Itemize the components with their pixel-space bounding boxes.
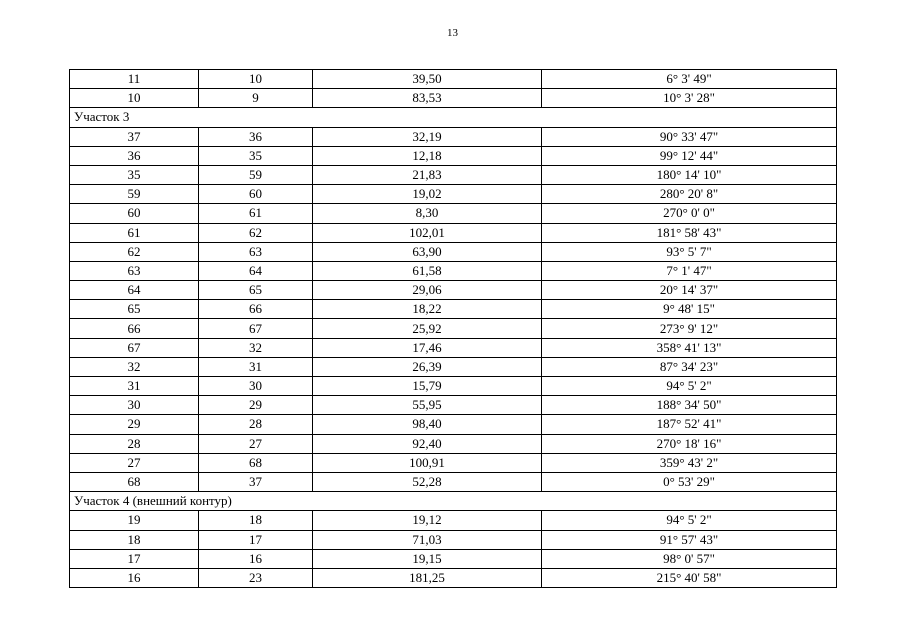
- length-cell: 63,90: [313, 242, 542, 261]
- length-cell: 55,95: [313, 396, 542, 415]
- length-cell: 71,03: [313, 530, 542, 549]
- point-from-cell: 37: [70, 127, 199, 146]
- point-to-cell: 10: [199, 70, 313, 89]
- angle-cell: 215° 40' 58": [542, 568, 837, 587]
- length-cell: 32,19: [313, 127, 542, 146]
- table-row: [70, 185, 837, 204]
- point-to-cell: 62: [199, 223, 313, 242]
- point-from-cell: 65: [70, 300, 199, 319]
- length-cell: 19,15: [313, 549, 542, 568]
- table-row: [70, 568, 837, 587]
- angle-cell: 270° 18' 16": [542, 434, 837, 453]
- table-row: [70, 338, 837, 357]
- length-cell: 61,58: [313, 261, 542, 280]
- angle-cell: 93° 5' 7": [542, 242, 837, 261]
- point-to-cell: 66: [199, 300, 313, 319]
- table-row: [70, 357, 837, 376]
- point-from-cell: 67: [70, 338, 199, 357]
- point-from-cell: 64: [70, 281, 199, 300]
- length-cell: 52,28: [313, 472, 542, 491]
- point-from-cell: 30: [70, 396, 199, 415]
- point-from-cell: 36: [70, 146, 199, 165]
- table-row: [70, 415, 837, 434]
- point-to-cell: 16: [199, 549, 313, 568]
- table-row: [70, 281, 837, 300]
- angle-cell: 180° 14' 10": [542, 165, 837, 184]
- table-row: [70, 319, 837, 338]
- point-from-cell: 32: [70, 357, 199, 376]
- length-cell: 8,30: [313, 204, 542, 223]
- point-to-cell: 37: [199, 472, 313, 491]
- angle-cell: 358° 41' 13": [542, 338, 837, 357]
- length-cell: 100,91: [313, 453, 542, 472]
- length-cell: 92,40: [313, 434, 542, 453]
- length-cell: 26,39: [313, 357, 542, 376]
- point-to-cell: 36: [199, 127, 313, 146]
- length-cell: 98,40: [313, 415, 542, 434]
- point-to-cell: 9: [199, 89, 313, 108]
- point-from-cell: 60: [70, 204, 199, 223]
- table-row: [70, 261, 837, 280]
- point-to-cell: 67: [199, 319, 313, 338]
- angle-cell: 188° 34' 50": [542, 396, 837, 415]
- point-to-cell: 61: [199, 204, 313, 223]
- point-to-cell: 28: [199, 415, 313, 434]
- table-row: [70, 70, 837, 89]
- table-row: [70, 377, 837, 396]
- angle-cell: 90° 33' 47": [542, 127, 837, 146]
- length-cell: 17,46: [313, 338, 542, 357]
- length-cell: 83,53: [313, 89, 542, 108]
- point-to-cell: 59: [199, 165, 313, 184]
- angle-cell: 94° 5' 2": [542, 377, 837, 396]
- section-label: Участок 4 (внешний контур): [70, 492, 837, 511]
- table-row: [70, 453, 837, 472]
- length-cell: 12,18: [313, 146, 542, 165]
- point-to-cell: 68: [199, 453, 313, 472]
- angle-cell: 270° 0' 0": [542, 204, 837, 223]
- point-from-cell: 19: [70, 511, 199, 530]
- angle-cell: 181° 58' 43": [542, 223, 837, 242]
- length-cell: 15,79: [313, 377, 542, 396]
- length-cell: 18,22: [313, 300, 542, 319]
- point-to-cell: 18: [199, 511, 313, 530]
- length-cell: 19,12: [313, 511, 542, 530]
- point-from-cell: 27: [70, 453, 199, 472]
- point-from-cell: 35: [70, 165, 199, 184]
- table-row: [70, 242, 837, 261]
- table-row: [70, 472, 837, 491]
- table-row: [70, 165, 837, 184]
- point-to-cell: 27: [199, 434, 313, 453]
- page-number: 13: [447, 27, 458, 39]
- section-row: [70, 492, 837, 511]
- length-cell: 19,02: [313, 185, 542, 204]
- point-from-cell: 10: [70, 89, 199, 108]
- point-from-cell: 59: [70, 185, 199, 204]
- point-from-cell: 17: [70, 549, 199, 568]
- point-from-cell: 63: [70, 261, 199, 280]
- angle-cell: 99° 12' 44": [542, 146, 837, 165]
- length-cell: 25,92: [313, 319, 542, 338]
- point-to-cell: 65: [199, 281, 313, 300]
- table-row: [70, 89, 837, 108]
- point-to-cell: 35: [199, 146, 313, 165]
- point-to-cell: 32: [199, 338, 313, 357]
- angle-cell: 20° 14' 37": [542, 281, 837, 300]
- angle-cell: 273° 9' 12": [542, 319, 837, 338]
- angle-cell: 0° 53' 29": [542, 472, 837, 491]
- coordinates-table: [69, 69, 837, 588]
- length-cell: 181,25: [313, 568, 542, 587]
- angle-cell: 280° 20' 8": [542, 185, 837, 204]
- table-row: [70, 300, 837, 319]
- angle-cell: 87° 34' 23": [542, 357, 837, 376]
- point-to-cell: 30: [199, 377, 313, 396]
- table-row: [70, 396, 837, 415]
- point-from-cell: 66: [70, 319, 199, 338]
- point-from-cell: 68: [70, 472, 199, 491]
- section-row: [70, 108, 837, 127]
- length-cell: 39,50: [313, 70, 542, 89]
- point-from-cell: 29: [70, 415, 199, 434]
- table-row: [70, 530, 837, 549]
- angle-cell: 7° 1' 47": [542, 261, 837, 280]
- angle-cell: 359° 43' 2": [542, 453, 837, 472]
- coordinates-table-body: [70, 70, 837, 588]
- point-from-cell: 11: [70, 70, 199, 89]
- point-from-cell: 31: [70, 377, 199, 396]
- table-row: [70, 511, 837, 530]
- table-row: [70, 146, 837, 165]
- angle-cell: 187° 52' 41": [542, 415, 837, 434]
- point-to-cell: 23: [199, 568, 313, 587]
- length-cell: 102,01: [313, 223, 542, 242]
- point-to-cell: 31: [199, 357, 313, 376]
- section-label: Участок 3: [70, 108, 837, 127]
- point-to-cell: 29: [199, 396, 313, 415]
- point-from-cell: 61: [70, 223, 199, 242]
- point-from-cell: 62: [70, 242, 199, 261]
- angle-cell: 98° 0' 57": [542, 549, 837, 568]
- table-row: [70, 549, 837, 568]
- point-from-cell: 18: [70, 530, 199, 549]
- table-row: [70, 223, 837, 242]
- point-to-cell: 60: [199, 185, 313, 204]
- point-from-cell: 28: [70, 434, 199, 453]
- length-cell: 21,83: [313, 165, 542, 184]
- point-to-cell: 63: [199, 242, 313, 261]
- point-to-cell: 17: [199, 530, 313, 549]
- angle-cell: 94° 5' 2": [542, 511, 837, 530]
- length-cell: 29,06: [313, 281, 542, 300]
- angle-cell: 6° 3' 49": [542, 70, 837, 89]
- table-row: [70, 127, 837, 146]
- angle-cell: 91° 57' 43": [542, 530, 837, 549]
- point-to-cell: 64: [199, 261, 313, 280]
- angle-cell: 10° 3' 28": [542, 89, 837, 108]
- table-row: [70, 204, 837, 223]
- table-row: [70, 434, 837, 453]
- point-from-cell: 16: [70, 568, 199, 587]
- angle-cell: 9° 48' 15": [542, 300, 837, 319]
